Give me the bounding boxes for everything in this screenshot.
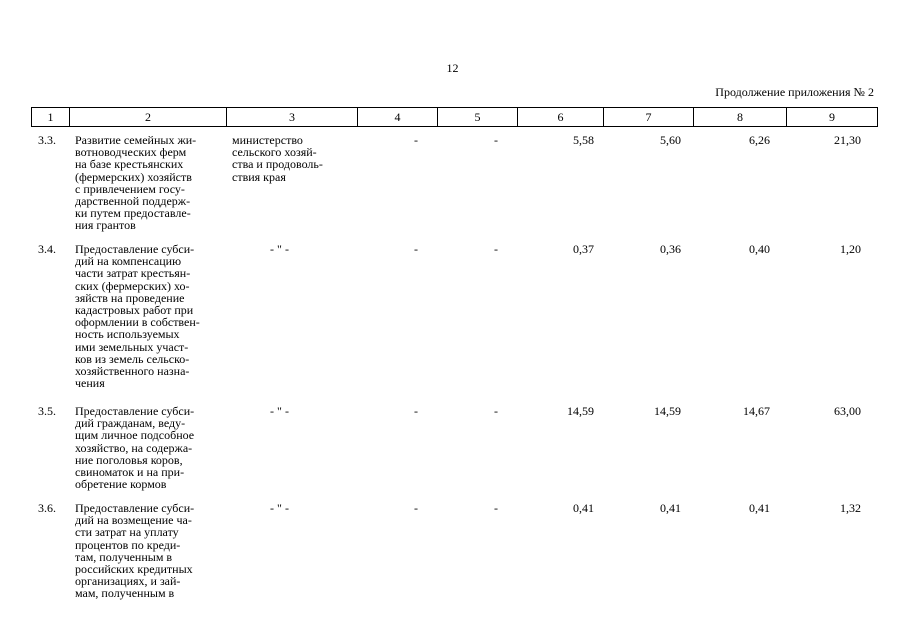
row-number: 3.4.: [38, 242, 56, 256]
col4-value: -: [414, 242, 418, 256]
desc-line: мам, полученным в: [75, 586, 175, 601]
desc-line: процентов по креди-: [75, 537, 181, 552]
table-row: [31, 502, 877, 600]
desc-line: ки путем предоставле-: [75, 206, 191, 221]
col6-value: 0,37: [573, 242, 594, 256]
desc-line: щим личное подсобное: [75, 428, 195, 443]
row-description: [69, 502, 226, 600]
header-cell: 5: [438, 108, 518, 126]
row-executor: [226, 405, 357, 490]
row-executor: [226, 502, 357, 600]
header-cell: 7: [604, 108, 694, 126]
desc-line: обретение кормов: [75, 477, 167, 492]
desc-line: Развитие семейных жи-: [75, 133, 197, 147]
col5-value: -: [494, 242, 498, 256]
col6-value: 5,58: [573, 133, 594, 147]
desc-line: Предоставление субси-: [75, 404, 195, 418]
desc-line: вотноводческих ферм: [75, 145, 187, 160]
row-number: 3.5.: [38, 404, 56, 418]
col8-value: 0,41: [749, 501, 770, 515]
col4-value: -: [414, 133, 418, 147]
row-description: [69, 134, 226, 232]
header-cell: 8: [694, 108, 787, 126]
header-cell: 3: [227, 108, 358, 126]
desc-line: дарственной поддерж-: [75, 194, 191, 209]
desc-line: части затрат крестьян-: [75, 266, 191, 281]
desc-line: ков из земель сельско-: [75, 351, 190, 366]
desc-line: ние поголовья коров,: [75, 452, 183, 467]
table-row: [31, 134, 877, 232]
col9-value: 21,30: [834, 133, 861, 147]
desc-line: Предоставление субси-: [75, 242, 195, 256]
row-executor: [226, 243, 357, 389]
desc-line: дий на компенсацию: [75, 254, 182, 269]
row-description: [69, 405, 226, 490]
col5-value: -: [494, 133, 498, 147]
col7-value: 14,59: [654, 404, 681, 418]
desc-line: ими земельных участ-: [75, 339, 189, 354]
col6-value: 14,59: [567, 404, 594, 418]
col7-value: 5,60: [660, 133, 681, 147]
desc-line: кадастровых работ при: [75, 303, 194, 318]
row-executor: [226, 134, 357, 232]
page-number: 12: [446, 61, 459, 75]
header-cell: 1: [32, 108, 70, 126]
header-cell: 6: [518, 108, 604, 126]
desc-line: на базе крестьянских: [75, 157, 184, 172]
row-number: 3.3.: [38, 133, 56, 147]
header-cell: 9: [787, 108, 878, 126]
exec-line: ствия края: [232, 169, 286, 184]
continuation-caption: Продолжение приложения № 2: [715, 85, 874, 99]
desc-line: свиноматок и на при-: [75, 465, 185, 480]
table-row: [31, 405, 877, 490]
col5-value: -: [494, 404, 498, 418]
col7-value: 0,41: [660, 501, 681, 515]
desc-line: чения: [75, 376, 105, 391]
col9-value: 1,32: [840, 501, 861, 515]
desc-line: дий на возмещение ча-: [75, 513, 192, 528]
row-number: 3.6.: [38, 501, 56, 515]
desc-line: российских кредитных: [75, 562, 193, 577]
exec-line: сельского хозяй-: [232, 145, 317, 160]
col9-value: 63,00: [834, 404, 861, 418]
desc-line: хозяйство, на содержа-: [75, 440, 193, 455]
table-row: [31, 243, 877, 389]
exec-line: ства и продоволь-: [232, 157, 323, 172]
desc-line: ских (фермерских) хо-: [75, 278, 190, 293]
ditto-mark: - " -: [270, 242, 289, 256]
desc-line: (фермерских) хозяйств: [75, 169, 192, 184]
desc-line: ность используемых: [75, 327, 180, 342]
row-description: [69, 243, 226, 389]
col4-value: -: [414, 501, 418, 515]
desc-line: там, полученным в: [75, 549, 173, 564]
ditto-mark: - " -: [270, 404, 289, 418]
desc-line: организациях, и зай-: [75, 574, 181, 589]
col6-value: 0,41: [573, 501, 594, 515]
desc-line: сти затрат на уплату: [75, 525, 179, 540]
exec-line: министерство: [232, 133, 303, 147]
col4-value: -: [414, 404, 418, 418]
col9-value: 1,20: [840, 242, 861, 256]
col8-value: 0,40: [749, 242, 770, 256]
col7-value: 0,36: [660, 242, 681, 256]
header-cell: 2: [70, 108, 227, 126]
col8-value: 14,67: [743, 404, 770, 418]
desc-line: Предоставление субси-: [75, 501, 195, 515]
desc-line: ния грантов: [75, 218, 136, 233]
col5-value: -: [494, 501, 498, 515]
col8-value: 6,26: [749, 133, 770, 147]
table-header: [31, 107, 878, 127]
desc-line: дий гражданам, веду-: [75, 416, 186, 431]
desc-line: с привлечением госу-: [75, 181, 185, 196]
desc-line: зяйств на проведение: [75, 290, 185, 305]
desc-line: оформлении в собствен-: [75, 315, 200, 330]
desc-line: хозяйственного назна-: [75, 364, 190, 379]
header-cell: 4: [358, 108, 438, 126]
ditto-mark: - " -: [270, 501, 289, 515]
